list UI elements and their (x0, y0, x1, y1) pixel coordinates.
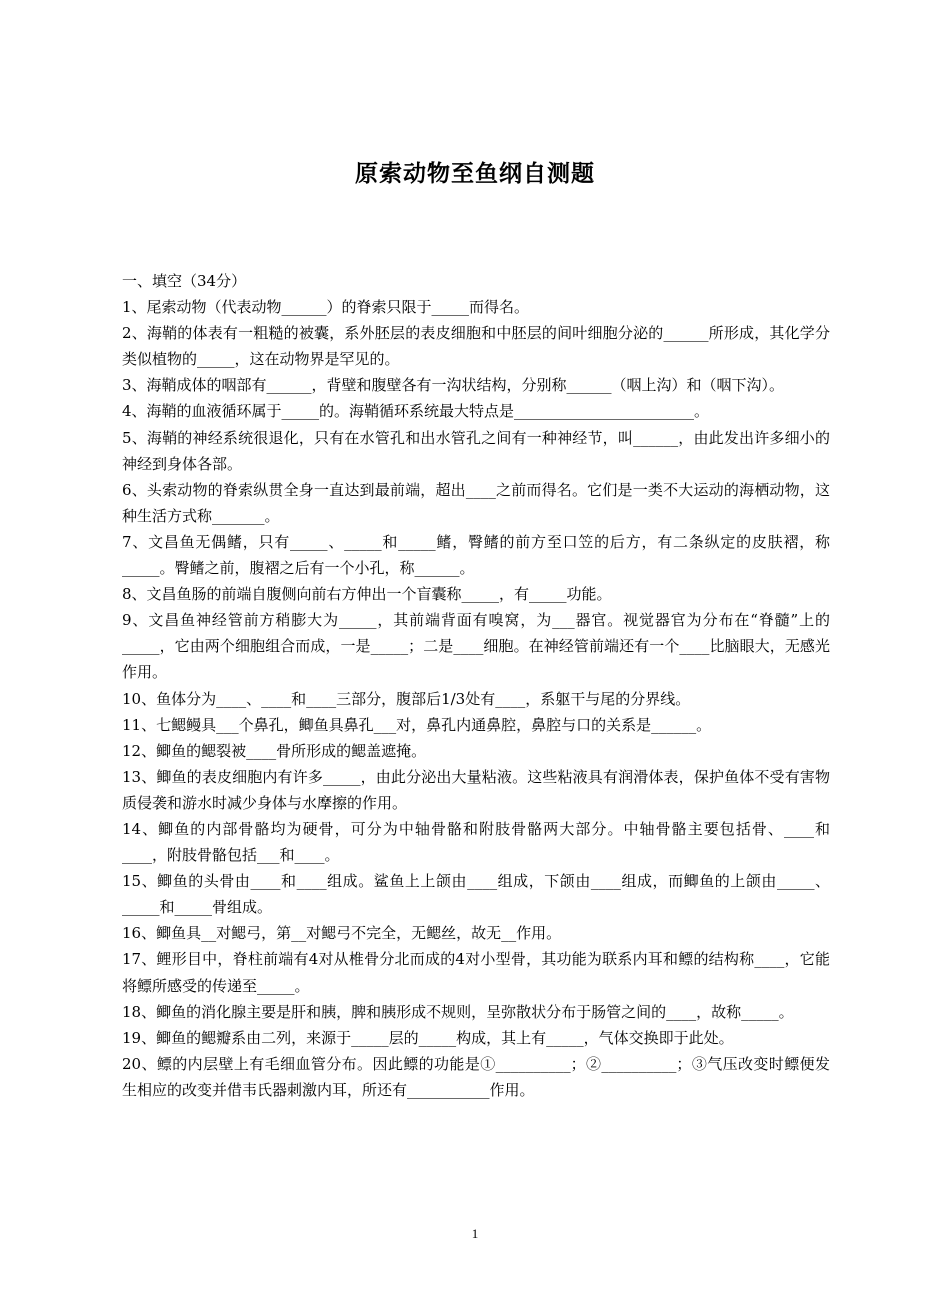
question-10: 10、鱼体分为____、____和____三部分，腹部后1/3处有____，系躯干与尾的分界线。 (122, 689, 691, 708)
page-number: 1 (471, 1226, 479, 1241)
question-19: 19、鲫鱼的鳃瓣系由二列，来源于_____层的_____构成，其上有_____，气体交换即于此处。 (122, 1028, 734, 1047)
question-7: 7、文昌鱼无偶鳍，只有_____、_____和_____鳍，臀鳍的前方至口笠的后方，有二条纵定的皮肤褶，称_____。臀鳍之前，腹褶之后有一个小孔，称______。 (122, 532, 830, 578)
question-6: 6、头索动物的脊索纵贯全身一直达到最前端，超出____之前而得名。它们是一类不大运动的海栖动物，这种生活方式称_______。 (122, 480, 830, 525)
question-9: 9、文昌鱼神经管前方稍膨大为_____，其前端背面有嗅窝，为___器官。视觉器官为分布在“脊髓”上的_____，它由两个细胞组合而成，一是_____；二是____细胞。在神经管前端还有一个____比脑眼大，无感光作用。 (122, 611, 830, 682)
question-1: 1、尾索动物（代表动物______）的脊索只限于_____而得名。 (122, 298, 530, 317)
section-heading: 一、填空（34分） (122, 272, 247, 290)
question-14: 14、鲫鱼的内部骨骼均为硬骨，可分为中轴骨骼和附肢骨骼两大部分。中轴骨骼主要包括骨、____和____，附肢骨骼包括___和____。 (122, 819, 830, 865)
question-5: 5、海鞘的神经系统很退化，只有在水管孔和出水管孔之间有一种神经节，叫______，由此发出许多细小的神经到身体各部。 (122, 428, 830, 473)
question-17: 17、鲤形目中，脊柱前端有4对从椎骨分北而成的4对小型骨，其功能为联系内耳和鳔的结构称____，它能将鳔所感受的传递至_____。 (122, 950, 830, 995)
question-13: 13、鲫鱼的表皮细胞内有许多_____，由此分泌出大量粘液。这些粘液具有润滑体表，保护鱼体不受有害物质侵袭和游水时减少身体与水摩擦的作用。 (122, 767, 830, 812)
question-16: 16、鲫鱼具__对鳃弓，第__对鳃弓不完全，无鳃丝，故无__作用。 (122, 924, 562, 943)
question-8: 8、文昌鱼肠的前端自腹侧向前右方伸出一个盲囊称_____，有_____功能。 (122, 585, 612, 604)
question-20: 20、鳔的内层壁上有毛细血管分布。因此鳔的功能是①__________；②__________；③气压改变时鳔便发生相应的改变并借韦氏器刺激内耳，所还有___________作用。 (122, 1054, 830, 1099)
question-18: 18、鲫鱼的消化腺主要是肝和胰，脾和胰形成不规则，呈弥散状分布于肠管之间的____，故称_____。 (122, 1002, 794, 1021)
document-body (122, 268, 830, 1103)
question-12: 12、鲫鱼的鳃裂被____骨所形成的鳃盖遮掩。 (122, 741, 427, 760)
question-15: 15、鲫鱼的头骨由____和____组成。鲨鱼上上颌由____组成，下颌由____组成，而鲫鱼的上颌由_____、_____和_____骨组成。 (122, 872, 830, 917)
question-2: 2、海鞘的体表有一粗糙的被囊，系外胚层的表皮细胞和中胚层的间叶细胞分泌的______所形成，其化学分类似植物的_____，这在动物界是罕见的。 (122, 324, 830, 369)
question-11: 11、七鳃鳗具___个鼻孔，鲫鱼具鼻孔___对，鼻孔内通鼻腔，鼻腔与口的关系是______。 (122, 715, 712, 734)
question-4: 4、海鞘的血液循环属于_____的。海鞘循环系统最大特点是________________________。 (122, 402, 710, 421)
question-3: 3、海鞘成体的咽部有______，背壁和腹壁各有一沟状结构，分别称______（咽上沟）和（咽下沟）。 (122, 376, 785, 395)
page-title: 原索动物至鱼纲自测题 (355, 161, 595, 187)
